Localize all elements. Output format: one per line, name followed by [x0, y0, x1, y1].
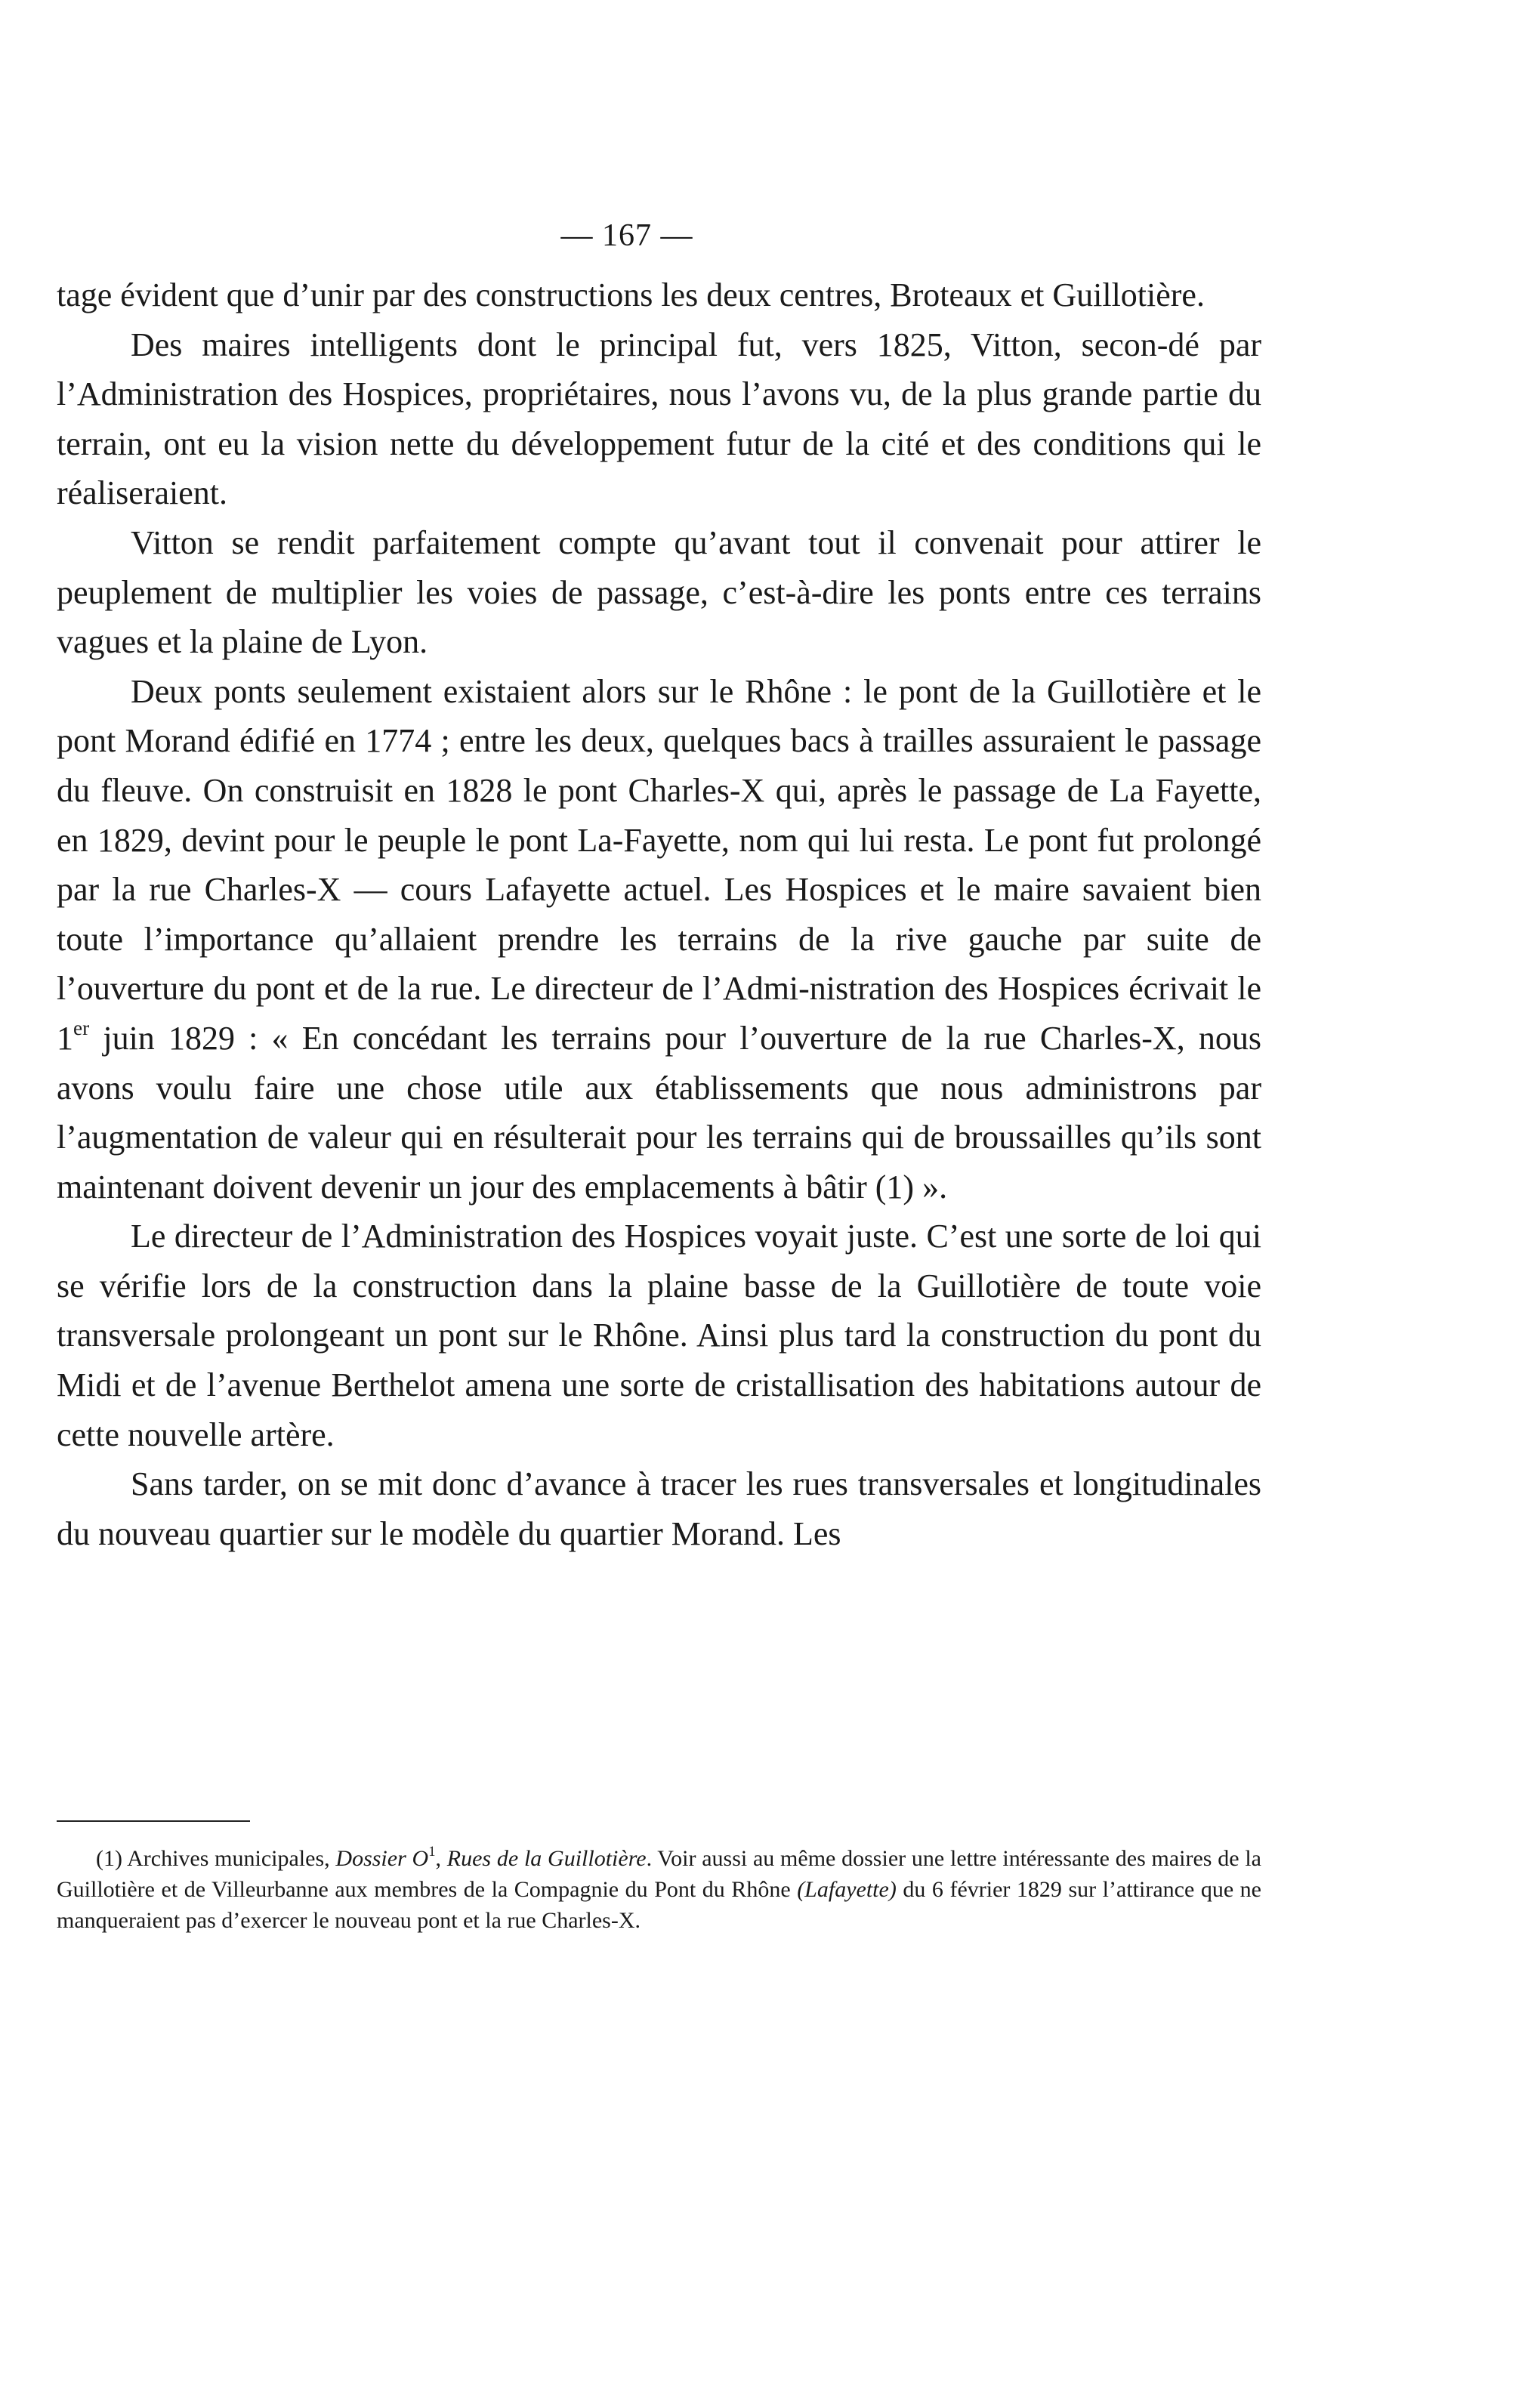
footnote-separator — [57, 1820, 250, 1822]
paragraph-4-part-b: juin 1829 : « En concédant les terrains pour l’ouverture de la rue Charles-X, nous avons voulu faire une chose utile aux établissements que nous administrons par l’augmentation de valeur qui en résulterait pour les terrains qui de broussailles qu’ils sont maintenant doivent devenir un jour des emplacements à bâtir (1) ». — [57, 1019, 1261, 1206]
footnote-text-a: . Voir aussi au même dossier une lettre intéressante des maires de la Guillotière et de Villeurbanne aux membres de la Compagnie du Pont du Rhône — [57, 1846, 1261, 1902]
paragraph-3: Vitton se rendit parfaitement compte qu’avant tout il convenait pour attirer le peuplement de multiplier les voies de passage, c’est-à-dire les ponts entre ces terrains vagues et la plaine de Lyon. — [57, 523, 1261, 661]
footnote — [57, 1843, 1261, 1936]
paragraph-4-part-a: Deux ponts seulement existaient alors sur le Rhône : le pont de la Guillotière et le pont Morand édifié en 1774 ; entre les deux, quelques bacs à trailles assuraient le passage du fleuve. On construisit en 1828 le pont Charles-X qui, après le passage de La Fayette, en 1829, devint pour le peuple le pont La-Fayette, nom qui lui resta. Le pont fut prolongé par la rue Charles-X — cours Lafayette actuel. Les Hospices et le maire savaient bien toute l’importance qu’allaient prendre les terrains de la rive gauche par suite de l’ouverture du pont et de la rue. Le directeur de l’Admi-nistration des Hospices écrivait le 1 — [57, 672, 1261, 1057]
footnote-dossier-superscript: 1 — [428, 1843, 436, 1860]
superscript-er: er — [73, 1016, 90, 1039]
footnote-rues-title: Rues de la Guillotière — [446, 1846, 647, 1871]
footnote-dossier: Dossier O — [335, 1846, 429, 1871]
paragraph-6: Sans tarder, on se mit donc d’avance à tracer les rues transversales et longitudinales du nouveau quartier sur le modèle du quartier Morand. Les — [57, 1465, 1261, 1552]
paragraph-4 — [57, 667, 1261, 1212]
footnote-lafayette: (Lafayette) — [797, 1877, 897, 1902]
paragraph-5: Le directeur de l’Administration des Hospices voyait juste. C’est une sorte de loi qui se vérifie lors de la construction dans la plaine basse de la Guillotière de toute voie transversale prolongeant un pont sur le Rhône. Ainsi plus tard la construction du pont du Midi et de l’avenue Berthelot amena une sorte de cristallisation des habitations autour de cette nouvelle artère. — [57, 1218, 1261, 1453]
paragraph-2: Des maires intelligents dont le principal fut, vers 1825, Vitton, secon-dé par l’Administration des Hospices, propriétaires, nous l’avons vu, de la plus grande partie du terrain, ont eu la vision nette du développement futur de la cité et des conditions qui le réaliseraient. — [57, 326, 1261, 512]
footnote-text-b: du 6 février 1829 sur l’attirance que ne manqueraient pas d’exercer le nouveau pont et la rue Charles-X. — [57, 1877, 1261, 1933]
page-number: — 167 — — [560, 218, 693, 253]
paragraph-1: tage évident que d’unir par des constructions les deux centres, Broteaux et Guillotière. — [57, 276, 1205, 313]
body-text — [57, 270, 1261, 1558]
footnote-marker: (1) Archives municipales, — [96, 1846, 336, 1871]
footnote-separator-comma: , — [435, 1846, 447, 1871]
